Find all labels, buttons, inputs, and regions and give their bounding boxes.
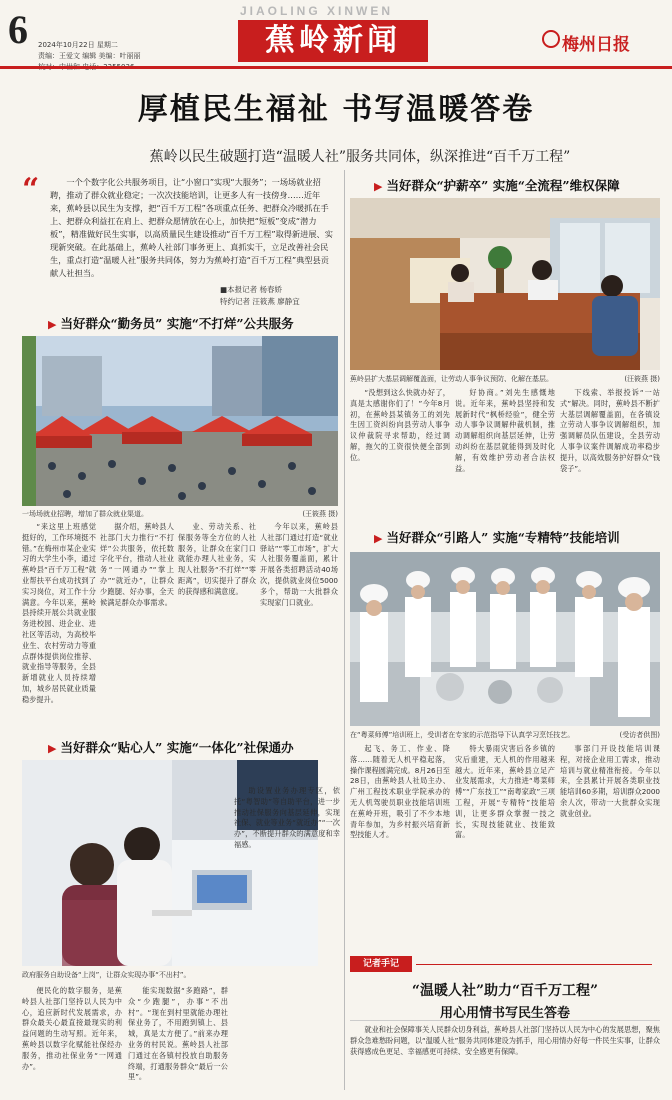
section-2-credit: (汪筱燕 摄)	[624, 375, 660, 383]
section-3-column: 特大暴雨灾害后各乡镇的灾后重建，无人机的作用越来越大。近年来，蕉岭县立足产业发展需求，大力推进“粤菜师傅”“广东技工”“南粤家政”三项工程，开展“专精特”技能培训，让更多群众掌握一技之长，实现技能就业、技能致富。	[455, 744, 555, 840]
section-1-column: “来这里上班感觉挺好的，工作环境挺不错。”在梅州市某企业实习的大学生小李，通过蕉岭县“百千万工程”就业帮扶平台成功找到了实习岗位，对工作十分满意。今年以来，蕉岭县持续开展公共就业服务进校园、进企业、进社区等活动，为高校毕业生、农村劳动力等重点群体提供岗位推荐、就业指导等服务，全县新增就业人员持续增加，城乡居民就业质量稳步提升。	[22, 522, 96, 704]
section-1-title: ▶ 当好群众“勤务员” 实施“不打烊”公共服务	[48, 316, 294, 331]
date-line: 2024年10月22日 星期二	[38, 41, 118, 49]
section-3-title: ▶ 当好群众“引路人” 实施“专精特”技能培训	[374, 530, 620, 545]
notes-text: 就业和社会保障事关人民群众切身利益，蕉岭县人社部门坚持以人民为中心的发展思想，聚焦群众急难愁盼问题，以“温暖人社”服务共同体建设为抓手，用心用情办好每一件民生实事，让群众获得感成色更足、幸福感更可持续、安全感更有保障。	[350, 1025, 660, 1056]
section-1-credit: (王筱燕 摄)	[302, 510, 338, 518]
section-4-column: 助设置业务办理专区，依托“粤智助”等自助平台，进一步推动社保服务向基层延伸，实现社保、就业等业务“就近办”“一次办”，不断提升群众的满意度和幸福感。	[234, 786, 340, 849]
section-3-photo	[350, 552, 660, 726]
section-4-column: 能实现数据“多跑路”，群众“少跑腿”，办事“不出村”。“现在到村里就能办理社保业务了，不用跑到镇上、县城，真是太方便了。”前来办理业务的村民说。蕉岭县人社部门通过在各镇村投放自助服务终端，打通服务群众“最后一公里”。	[128, 986, 228, 1082]
section-2-column: 好协商。”刘先生感慨地说。近年来，蕉岭县坚持和发展新时代“枫桥经验”，健全劳动人事争议调解仲裁机制，推动调解组织向基层延伸，让劳动纠纷在基层就能得到及时化解，有效维护劳动者合法权益。	[455, 388, 555, 473]
masthead-rule	[0, 66, 672, 69]
section-4-title: ▶ 当好群众“贴心人” 实施“一体化”社保通办	[48, 740, 294, 755]
byline	[220, 284, 340, 308]
logo-icon	[542, 30, 560, 48]
newspaper-logo: 梅州日报	[562, 35, 630, 55]
section-1-column: 据介绍，蕉岭县人社部门大力推行“不打烊”公共服务，依托数字化平台，推动人社业务“一网通办”“掌上办”“就近办”，让群众少跑腿、好办事，全天候满足群众办事需求。	[100, 522, 174, 607]
section-1-column: 业、劳动关系、社保服务等全方位的人社服务，让群众在家门口就能办理人社业务，实现人社服务“不打烊”“零距离”，切实提升了群众的获得感和满意度。	[178, 522, 256, 596]
brand-pinyin: JIAOLING XINWEN	[240, 4, 394, 18]
byline-reporter: ■本报记者 杨春娇	[220, 285, 282, 294]
editor-line: 责编：王爱文 编辑 美编：叶丽丽	[38, 52, 141, 60]
quote-mark: “	[22, 172, 40, 207]
section-3-caption: 在“粤菜师傅”培训班上，受训者在专家的示范指导下认真学习烹饪技艺。	[350, 731, 575, 739]
page-headline: 厚植民生福祉 书写温暖答卷	[137, 92, 535, 127]
section-2-caption: 蕉岭县扩大基层调解覆盖面，让劳动人事争议预防、化解在基层。	[350, 375, 553, 383]
section-4-column: 便民化的数字服务，是蕉岭县人社部门坚持以人民为中心，追应新时代发展需求，办群众最关心最直接最现实的利益问题的生动写照。近年来，蕉岭县以数字化赋能社保经办服务，推动社保业务“一网通办”。	[22, 986, 122, 1071]
page-subheadline: 蕉岭以民生破题打造“温暖人社”服务共同体，纵深推进“百千万工程”	[149, 149, 571, 165]
section-1-photo	[22, 336, 338, 506]
section-3-column: 事部门开设技能培训课程，对接企业用工需求，推动培训与就业精准衔接。今年以来，全县累计开展各类职业技能培训60多期，培训群众2000余人次，带动一大批群众实现就业创业。	[560, 744, 660, 818]
brand-title: 蕉岭新闻	[238, 20, 428, 62]
arrow-icon: ▶	[374, 532, 383, 545]
section-3-credit: (受访者供图)	[619, 731, 660, 739]
notes-box	[350, 1020, 660, 1092]
notes-subtitle: 用心用情书写民生答卷	[439, 1006, 570, 1021]
section-2-column: “没想到这么快就办好了，真是太感谢你们了！”今年8月初，在蕉岭县某镇务工的刘先生因工资纠纷向县劳动人事争议仲裁院寻求帮助，经过调解，拖欠的工资很快便全部到位。	[350, 388, 450, 462]
section-1-column: 今年以来，蕉岭县人社部门通过打造“就业驿站”“零工市场”，扩大人社服务覆盖面，累计开展各类招聘活动40场次，提供就业岗位5000多个，帮助一大批群众实现家门口就业。	[260, 522, 338, 607]
section-2-title: ▶ 当好群众“护薪卒” 实施“全流程”维权保障	[374, 178, 620, 193]
notes-rule	[416, 964, 652, 965]
notes-title: “温暖人社”助力“百千万工程”	[411, 983, 599, 999]
page-number: 6	[8, 7, 28, 52]
byline-correspondent: 特约记者 汪筱燕 廖静宜	[220, 297, 300, 306]
arrow-icon: ▶	[48, 742, 57, 755]
notes-tag: 记者手记	[350, 956, 412, 972]
section-1-caption: 一场场就业招聘，增加了群众就业渠道。	[22, 510, 148, 518]
column-divider	[344, 170, 345, 1090]
section-2-photo	[350, 198, 660, 370]
arrow-icon: ▶	[48, 318, 57, 331]
masthead	[0, 0, 672, 68]
arrow-icon: ▶	[374, 180, 383, 193]
lead-paragraph: 一个个数字化公共服务项目，让“小窗口”实现“大服务”；一场场就业招聘，推动了群众就业稳定；一次次技能培训，让更多人有一技傍身……近年来，蕉岭县以民生为支撑，把“百千万工程”各项重点任务、把群众冷暖抓在手上、把群众利益扛在肩上、把群众愿情放在心上，加快把“短板”变成“潜力板”，精准做好民生实事，以高质量民生建设推动“百千万工程”取得新进展、实现新突破。在此基础上，蕉岭人社部门事务更上、真抓实干，立足改善社会民生，重点打造“温暖人社”服务共同体，努力为蕉岭打造“百千万工程”典型县贡献人社担当。	[50, 177, 333, 278]
section-4-caption: 政府服务自助设备“上岗”，让群众实现办事“不出村”。	[22, 971, 191, 979]
section-2-column: 下线索、举报投诉“一站式”解决。同时，蕉岭县不断扩大基层调解覆盖面，在各镇设立劳动人事争议调解组织，加强调解员队伍建设，全县劳动人事争议案件调解成功率稳步提升，以高效服务护好群众“钱袋子”。	[560, 388, 660, 473]
section-3-column: 起飞、务工、作业、降落……随着无人机平稳起落，操作课程圆满完成。8月26日至28日，由蕉岭县人社局主办、广州工程技术职业学院承办的无人机驾驶员职业技能培训班在蕉岭开班，吸引了不少本地青年参加，为乡村振兴培育新型技能人才。	[350, 744, 450, 840]
